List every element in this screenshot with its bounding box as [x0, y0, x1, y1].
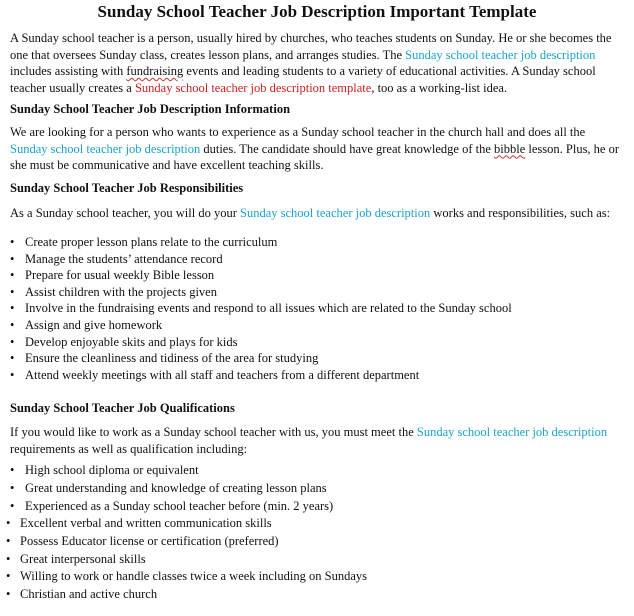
- job-description-link[interactable]: Sunday school teacher job description: [405, 47, 596, 62]
- bullet-icon: •: [10, 367, 15, 382]
- list-item: • Possess Educator license or certification (preferred): [6, 533, 367, 551]
- qual-text-2: requirements as well as qualification including:: [10, 441, 248, 456]
- resp-text-2: works and responsibilities, such as:: [430, 206, 611, 220]
- intro-paragraph: [10, 30, 622, 96]
- job-description-link[interactable]: Sunday school teacher job description: [240, 206, 431, 220]
- info-text-3: lesson. Plus, he or she must be communicative and have excellent teaching skills.: [10, 141, 620, 172]
- bullet-icon: •: [10, 268, 15, 283]
- job-description-link[interactable]: Sunday school teacher job description: [10, 141, 201, 156]
- job-description-template-link[interactable]: Sunday school teacher job description template: [134, 80, 372, 95]
- intro-text-4: , too as a working-list idea.: [371, 80, 508, 95]
- bullet-icon: •: [6, 551, 11, 566]
- info-text-1: We are looking for a person who wants to experience as a Sunday school teacher in the church hall and does all the: [10, 125, 586, 139]
- responsibilities-heading: Sunday School Teacher Job Responsibilities: [10, 181, 244, 195]
- bullet-icon: •: [6, 569, 11, 584]
- qual-text-1: If you would like to work as a Sunday school teacher with us, you must meet the: [10, 425, 417, 439]
- bullet-icon: •: [10, 235, 15, 249]
- list-item: • Develop enjoyable skits and plays for kids: [10, 334, 238, 349]
- qualifications-intro: [10, 424, 622, 457]
- info-text-2: duties. The candidate should have great knowledge of the: [200, 141, 495, 156]
- qualifications-list-b: [6, 515, 367, 604]
- list-item: • Assign and give homework: [10, 317, 163, 332]
- bullet-icon: •: [10, 351, 15, 366]
- list-item: • Involve in the fundraising events and respond to all issues which are related to the Sunday school: [10, 301, 512, 316]
- bullet-icon: •: [10, 498, 15, 513]
- list-item: • Great understanding and knowledge of creating lesson plans: [10, 480, 333, 498]
- bullet-icon: •: [6, 516, 11, 530]
- list-item: • Experienced as a Sunday school teacher before (min. 2 years): [10, 498, 333, 516]
- information-heading: Sunday School Teacher Job Description Information: [10, 102, 291, 116]
- bullet-icon: •: [10, 317, 15, 332]
- qualifications-list-a: [10, 462, 333, 515]
- bullet-icon: •: [10, 334, 15, 349]
- page-title: Sunday School Teacher Job Description Important Template: [97, 2, 537, 21]
- misspelled-word: bibble: [494, 141, 526, 156]
- bullet-icon: •: [6, 587, 11, 602]
- bullet-icon: •: [6, 533, 11, 548]
- list-item: • Christian and active church: [6, 586, 367, 604]
- intro-text-1: A Sunday school teacher is a person, usually hired by churches, who teaches students on Sunday. He or she becomes the one that oversees Sunday class, creates lesson plans, and arranges studies. The: [10, 31, 612, 62]
- list-item: • Ensure the cleanliness and tidiness of the area for studying: [10, 351, 319, 366]
- list-item: • Assist children with the projects given: [10, 284, 217, 299]
- misspelled-word: fundraising: [126, 64, 184, 78]
- list-item: • Willing to work or handle classes twice a week including on Sundays: [6, 568, 367, 586]
- resp-text-1: As a Sunday school teacher, you will do your: [10, 206, 241, 220]
- information-paragraph: [10, 124, 622, 174]
- list-item: • Excellent verbal and written communication skills: [6, 515, 367, 533]
- qualifications-heading: Sunday School Teacher Job Qualifications: [10, 401, 235, 415]
- job-description-link[interactable]: Sunday school teacher job description: [416, 425, 608, 439]
- list-item: • High school diploma or equivalent: [10, 462, 333, 480]
- list-item: • Great interpersonal skills: [6, 551, 367, 569]
- bullet-icon: •: [10, 480, 15, 495]
- list-item: • Attend weekly meetings with all staff and teachers from a different department: [10, 367, 420, 382]
- bullet-icon: •: [10, 284, 15, 299]
- list-item: • Manage the students’ attendance record: [10, 251, 223, 266]
- bullet-icon: •: [10, 463, 15, 477]
- list-item: • Create proper lesson plans relate to the curriculum: [10, 235, 278, 249]
- intro-text-3: events and leading students to a variety of educational activities. A Sunday school teacher usually creates a: [10, 64, 596, 95]
- responsibilities-list: [10, 234, 512, 383]
- bullet-icon: •: [10, 251, 15, 266]
- bullet-icon: •: [10, 301, 15, 316]
- list-item: • Prepare for usual weekly Bible lesson: [10, 268, 215, 283]
- intro-text-2: includes assisting with: [10, 64, 127, 78]
- responsibilities-intro: [10, 205, 622, 222]
